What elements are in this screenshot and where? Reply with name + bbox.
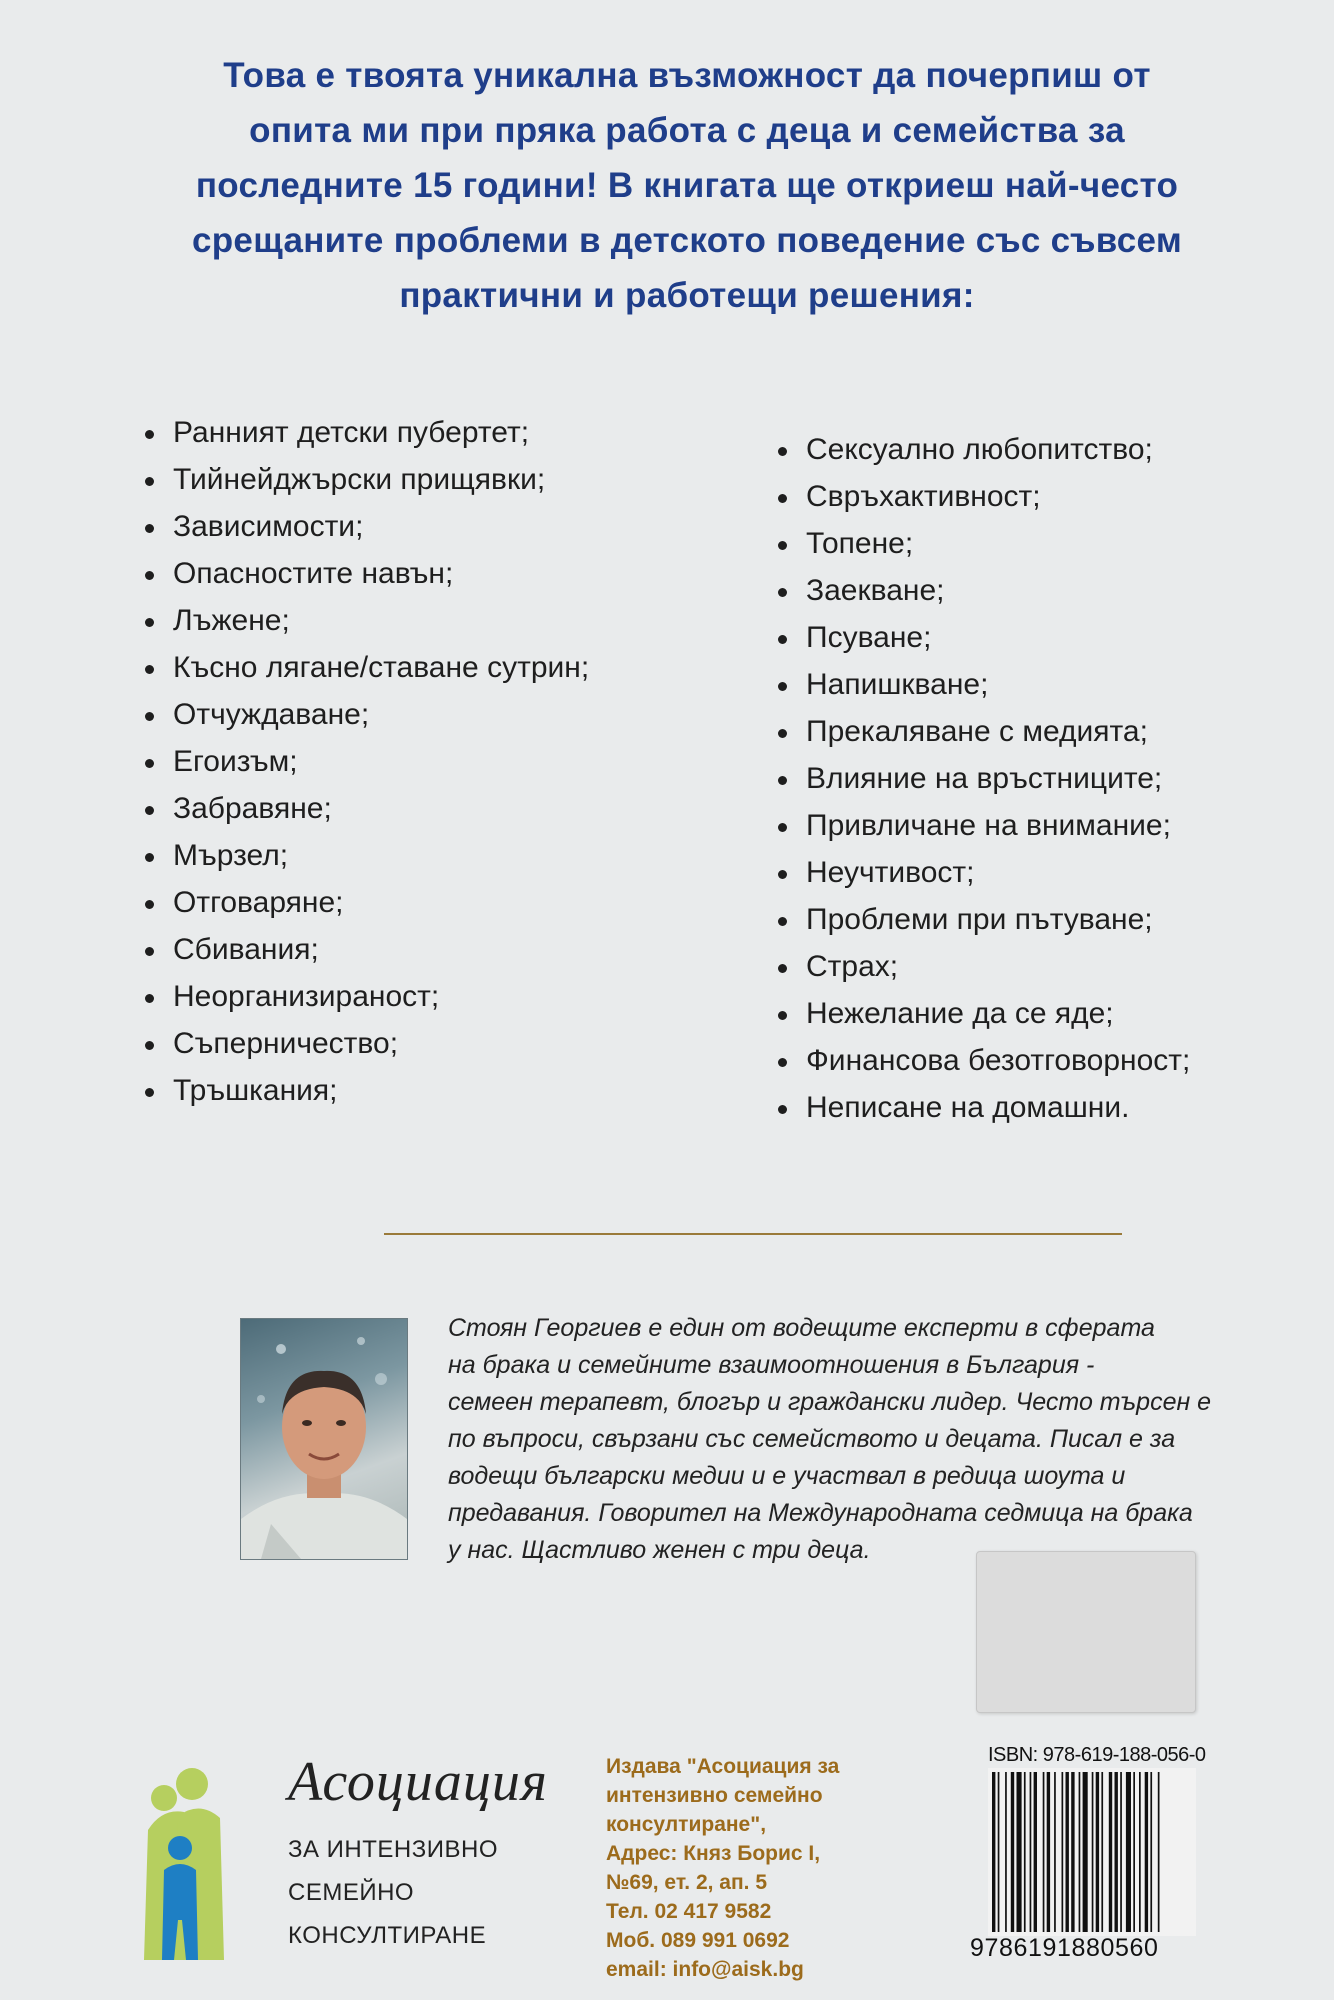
author-photo xyxy=(240,1318,408,1560)
list-item: Съперничество; xyxy=(143,1020,589,1067)
publisher-line: Издава "Асоциация за xyxy=(606,1755,840,1778)
bio-line: Стоян Георгиев е един от водещите експерти в сферата xyxy=(448,1314,1155,1342)
list-item: Страх; xyxy=(776,943,1190,990)
logo-subtitle-line: ЗА ИНТЕНЗИВНО xyxy=(288,1836,499,1863)
publisher-info xyxy=(606,1752,839,1984)
list-item: Тръшкания; xyxy=(143,1067,589,1114)
bio-line: на брака и семейните взаимоотношения в България - xyxy=(448,1351,1095,1379)
list-item: Ранният детски пубертет; xyxy=(143,409,589,456)
list-item: Егоизъм; xyxy=(143,738,589,785)
list-item: Прекаляване с медията; xyxy=(776,708,1190,755)
intro-line: Това е твоята уникална възможност да почерпиш от xyxy=(223,56,1151,95)
list-item: Проблеми при пътуване; xyxy=(776,896,1190,943)
problems-list-left xyxy=(143,409,589,1114)
bio-line: по въпроси, свързани със семейството и децата. Писал е за xyxy=(448,1425,1176,1453)
list-item: Финансова безотговорност; xyxy=(776,1037,1190,1084)
association-logo xyxy=(288,1750,548,1957)
publisher-line: Тел. 02 417 9582 xyxy=(606,1900,772,1923)
list-item: Зависимости; xyxy=(143,503,589,550)
list-item: Привличане на внимание; xyxy=(776,802,1190,849)
list-item: Неорганизираност; xyxy=(143,973,589,1020)
bio-line: водещи български медии и е участвал в редица шоута и xyxy=(448,1462,1126,1490)
barcode-icon xyxy=(988,1768,1196,1936)
list-item: Неписане на домашни. xyxy=(776,1084,1190,1131)
list-item: Свръхактивност; xyxy=(776,473,1190,520)
problems-list-right xyxy=(776,426,1190,1131)
author-bio xyxy=(448,1310,1238,1569)
intro-paragraph xyxy=(120,48,1254,323)
publisher-line: Моб. 089 991 0692 xyxy=(606,1929,790,1952)
intro-line: практични и работещи решения: xyxy=(399,276,975,315)
list-item: Опасностите навън; xyxy=(143,550,589,597)
bio-line: семеен терапевт, блогър и граждански лидер. Често търсен е xyxy=(448,1388,1212,1416)
list-item: Топене; xyxy=(776,520,1190,567)
publisher-email: email: info@aisk.bg xyxy=(606,1958,804,1981)
list-item: Заекване; xyxy=(776,567,1190,614)
logo-subtitle-line: КОНСУЛТИРАНЕ xyxy=(288,1922,487,1949)
list-item: Псуване; xyxy=(776,614,1190,661)
publisher-line: интензивно семейно xyxy=(606,1784,823,1807)
list-item: Късно лягане/ставане сутрин; xyxy=(143,644,589,691)
list-item: Отчуждаване; xyxy=(143,691,589,738)
list-item: Влияние на връстниците; xyxy=(776,755,1190,802)
list-item: Мързел; xyxy=(143,832,589,879)
list-item: Неучтивост; xyxy=(776,849,1190,896)
list-item: Отговаряне; xyxy=(143,879,589,926)
intro-line: последните 15 години! В книгата ще откриеш най-често xyxy=(195,166,1179,205)
bio-line: предавания. Говорител на Международната седмица на брака xyxy=(448,1499,1193,1527)
list-item: Нежелание да се яде; xyxy=(776,990,1190,1037)
publisher-line: консултиране", xyxy=(606,1813,767,1836)
list-item: Сексуално любопитство; xyxy=(776,426,1190,473)
intro-line: опита ми при пряка работа с деца и семейства за xyxy=(249,111,1125,150)
section-divider xyxy=(384,1233,1122,1235)
list-item: Сбивания; xyxy=(143,926,589,973)
bio-line: у нас. Щастливо женен с три деца. xyxy=(448,1536,871,1564)
list-item: Лъжене; xyxy=(143,597,589,644)
barcode-number: 9786191880560 xyxy=(970,1934,1159,1962)
logo-subtitle-line: СЕМЕЙНО xyxy=(288,1879,415,1906)
publisher-line: Адрес: Княз Борис I, xyxy=(606,1842,821,1865)
list-item: Напишкване; xyxy=(776,661,1190,708)
isbn-label: ISBN: 978-619-188-056-0 xyxy=(988,1744,1206,1766)
intro-line: срещаните проблеми в детското поведение със съвсем xyxy=(191,221,1183,260)
logo-title: Асоциация xyxy=(288,1751,548,1813)
list-item: Забравяне; xyxy=(143,785,589,832)
publisher-line: №69, ет. 2, ап. 5 xyxy=(606,1871,768,1894)
family-logo-icon xyxy=(140,1760,240,1965)
price-sticker xyxy=(976,1551,1196,1713)
list-item: Тийнейджърски прищявки; xyxy=(143,456,589,503)
